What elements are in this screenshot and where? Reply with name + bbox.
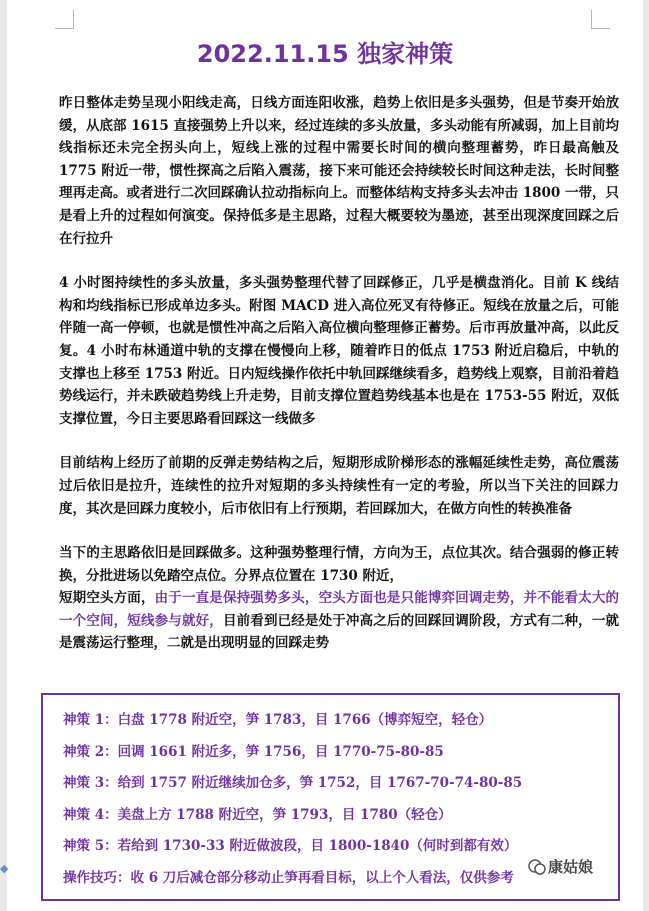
body-text: [59, 92, 619, 677]
strategy-item-4: 神策 4：美盘上方 1788 附近空，笋 1793，目 1780（轻仓）: [63, 806, 452, 823]
watermark-text: 康姑娘: [548, 858, 594, 876]
crop-mark-top-left: [55, 10, 74, 29]
operation-tip: 操作技巧：收 6 刀后减仓部分移动止笋再看目标，以上个人看法，仅供参考: [63, 869, 514, 886]
paragraph-4-suffix: 目前看到已经是处于冲高之后的回踩回调阶段，方式有二种，一就是震荡运行整理，二就是出现明显的回踩走势: [59, 612, 620, 652]
document-page: [7, 0, 643, 911]
strategy-item-1: 神策 1：白盘 1778 附近空，笋 1783，目 1766（博弈短空，轻仓）: [63, 712, 493, 728]
watermark: [528, 856, 593, 877]
page-title: 2022.11.15 独家神策: [196, 40, 454, 68]
wechat-icon: [528, 858, 546, 876]
side-anchor-icon: ◆: [0, 862, 9, 875]
paragraph-4-prefix: 短期空头方面，: [59, 590, 155, 607]
crop-mark-top-right: [591, 10, 610, 29]
strategy-item-5: 神策 5：若给到 1730-33 附近做波段，目 1800-1840（何时到都有效）: [63, 838, 518, 854]
paragraph-4-highlight: 由于一直是保持强势多头，空头方面也是只能博弈回调走势，并不能看太大的一个空间，短线参与就好，: [59, 590, 620, 629]
paragraph-4: [59, 542, 619, 655]
paragraph-1: 昨日整体走势呈现小阳线走高，日线方面连阳收涨，趋势上依旧是多头强势，但是节奏开始放缓，从底部 1615 直接强势上升以来，经过连续的多头放量，多头动能有所减弱，加上目前均线指标还未完全拐头向上，短线上涨的过程中需要长时间的横向整理蓄势，昨日最高触及 1775 附近一带，惯性探高之后陷入震荡，接下来可能还会持续较长时间这种走法，长时间整理再走高。或者进行二次回踩确认拉动指标向上。而整体结构支持多头去冲击 1800 一带，只是看上升的过程如何演变。保持低多是主思路，过程大概要较为墨迹，甚至出现深度回踩之后在行拉升: [59, 95, 619, 247]
strategy-item-2: 神策 2：回调 1661 附近多，笋 1756，目 1770-75-80-85: [63, 743, 444, 760]
paragraph-2: 4 小时图持续性的多头放量，多头强势整理代替了回踩修正，几乎是横盘消化。目前 K 线结构和均线指标已形成单边多头。附图 MACD 进入高位死叉有待修正。短线在放量之后，可能伴随一高一停顿，也就是惯性冲高之后陷入高位横向整理修正蓄势。后市再放量冲高，以此反复。4 小时布林通道中轨的支撑在慢慢向上移，随着昨日的低点 1753 附近启稳后，中轨的支撑也上移至 1753 附近。日内短线操作依托中轨回踩继续看多，趋势线上观察，目前沿着趋势线运行，并未跌破趋势线上升走势，目前支撑位置趋势线基本也是在 1753-55 附近，双低支撑位置，今日主要思路看回踩这一线做多: [59, 275, 619, 427]
paragraph-4-line1: 当下的主思路依旧是回踩做多。这种强势整理行情，方向为王，点位其次。结合强弱的修正转换，分批进场以免踏空点位。分界点位置在 1730 附近，: [59, 545, 619, 584]
strategy-item-3: 神策 3：给到 1757 附近继续加仓多，笋 1752，目 1767-70-74-80-85: [63, 775, 523, 791]
paragraph-3: 目前结构上经历了前期的反弹走势结构之后，短期形成阶梯形态的涨幅延续性走势，高位震荡过后依旧是拉升，连续性的拉升对短期的多头持续性有一定的考验，所以当下关注的回踩力度，其次是回踩力度较小，后市依旧有上行预期，若回踩加大，在做方向性的转换准备: [59, 455, 619, 517]
